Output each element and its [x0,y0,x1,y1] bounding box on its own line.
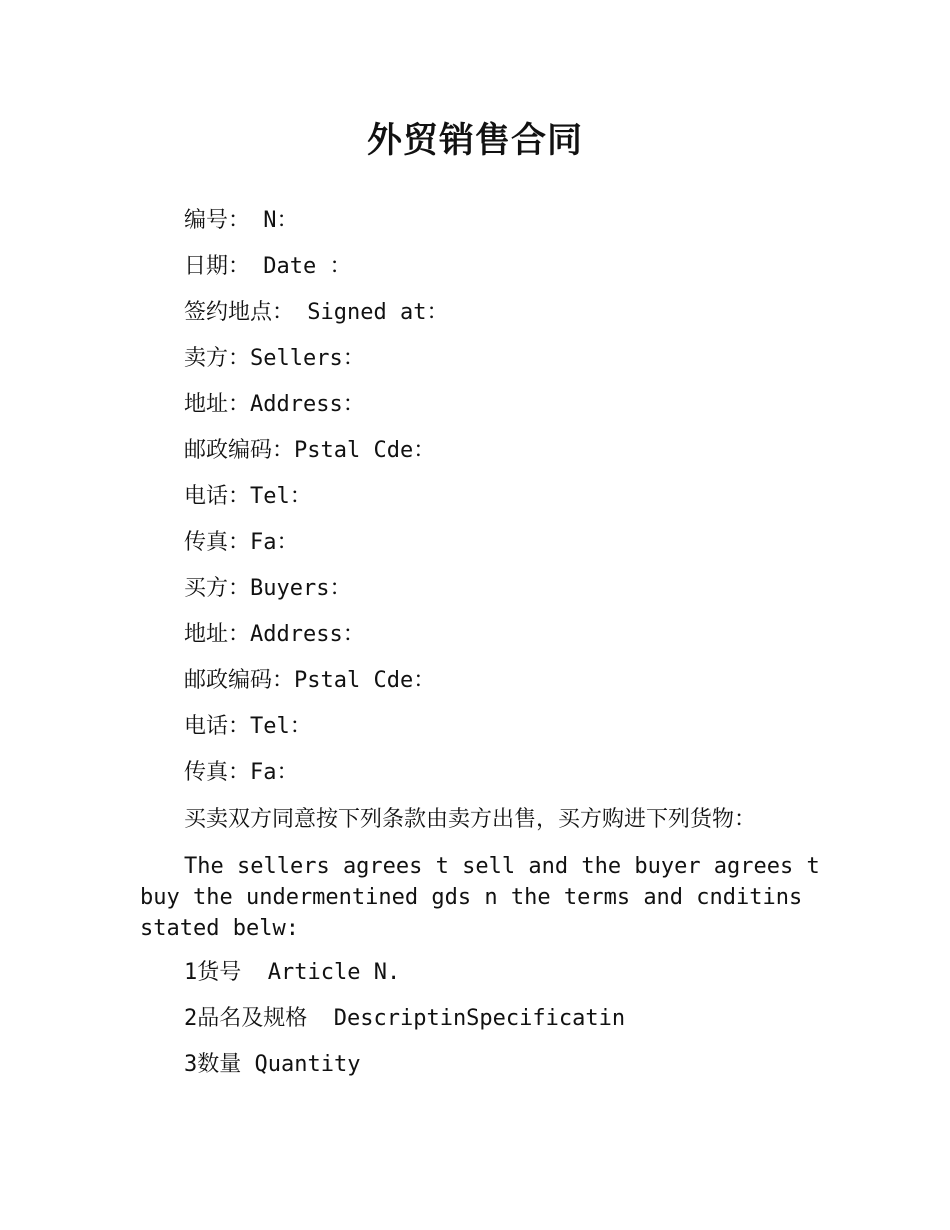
document-title: 外贸销售合同 [366,121,583,161]
intro-english: The sellers agrees t sell and the buyer agrees t buy the undermentined gds n the terms and cnditins stated belw: [140,854,820,941]
item-description: 2品名及规格 DescriptinSpecificatin [184,1006,626,1031]
field-buyer-fax: 传真：Fa： [184,760,299,785]
field-date: 日期： Date ： [184,254,352,279]
field-seller-tel: 电话：Tel： [184,484,312,509]
item-quantity: 3数量 Quantity [184,1052,361,1077]
field-contract-number: 编号： N： [184,208,299,233]
field-seller-postal-code: 邮政编码：Pstal Cde： [184,438,436,463]
header-fields [184,200,884,798]
field-buyers: 买方：Buyers： [184,576,352,601]
field-signed-at: 签约地点： Signed at： [184,300,449,325]
item-list [184,952,884,1090]
field-buyer-tel: 电话：Tel： [184,714,312,739]
field-buyer-postal-code: 邮政编码：Pstal Cde： [184,668,436,693]
field-seller-fax: 传真：Fa： [184,530,299,555]
intro-chinese: 买卖双方同意按下列条款由卖方出售，买方购进下列货物： [184,807,757,832]
item-article-number: 1货号 Article N. [184,960,401,985]
field-buyer-address: 地址：Address： [184,622,365,647]
field-seller-address: 地址：Address： [184,392,365,417]
field-sellers: 卖方：Sellers： [184,346,365,371]
